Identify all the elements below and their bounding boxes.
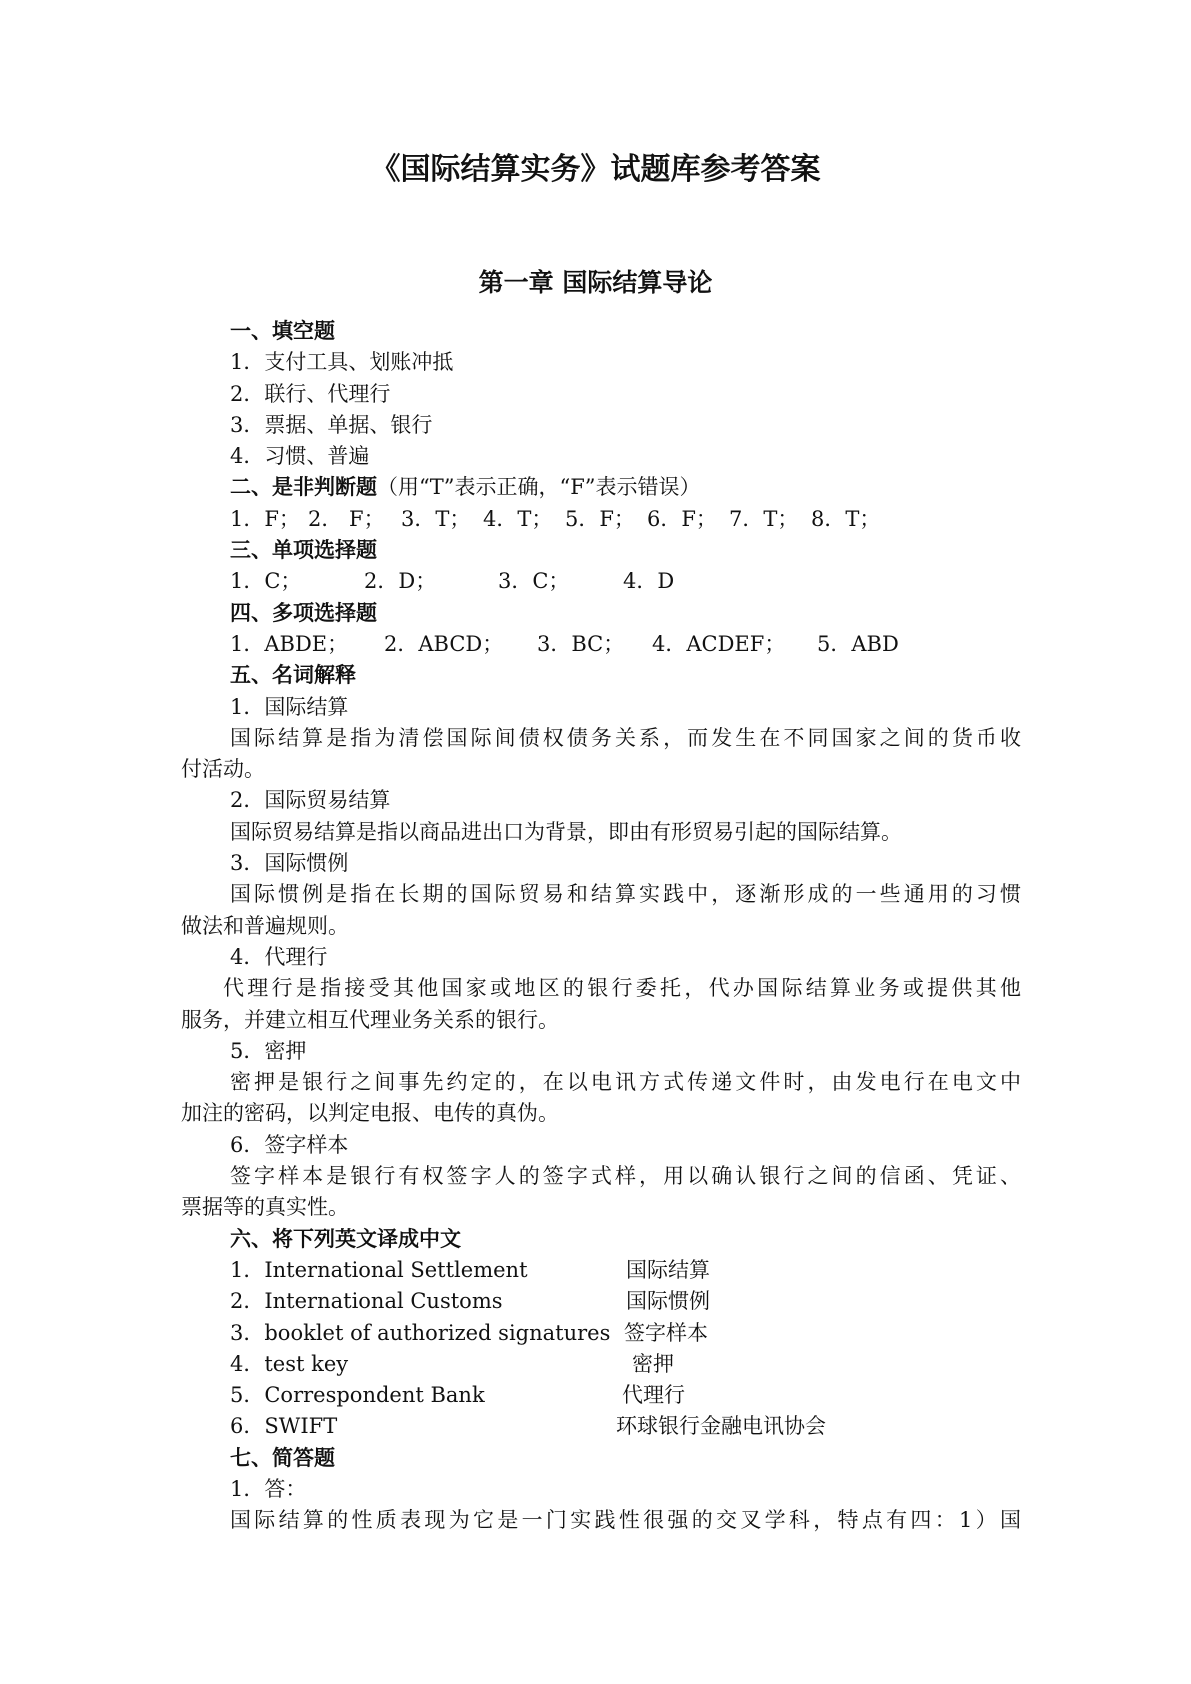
translation-row: [181, 1380, 1021, 1411]
answer-item: 6．F；: [647, 506, 717, 531]
answer-item: 3．BC；: [537, 631, 625, 656]
english-term: 1．International Settlement: [230, 1257, 528, 1282]
multiple-choice-answers: [181, 629, 1021, 660]
answer-item: 4．ACDEF；: [652, 631, 786, 656]
definition-line: 做法和普遍规则。: [181, 913, 349, 938]
answer-line: 4．习惯、普遍: [230, 444, 370, 469]
term-title: 6．签字样本: [230, 1132, 349, 1157]
answer-item: 1．C；: [230, 569, 302, 594]
chinese-term: 国际惯例: [626, 1289, 710, 1314]
answer-item: 4．T；: [483, 506, 553, 531]
section-heading-fill-blank: 一、填空题: [230, 319, 335, 343]
section-heading-multiple-choice: 四、多项选择题: [230, 600, 377, 625]
translation-row: [181, 1318, 1021, 1349]
chinese-term: 环球银行金融电讯协会: [616, 1414, 826, 1439]
term-title: 3．国际惯例: [230, 851, 349, 876]
answer-item: 1．ABDE；: [230, 631, 349, 656]
definition-line: 加注的密码，以判定电报、电传的真伪。: [181, 1101, 559, 1126]
definition-line: 代理行是指接受其他国家或地区的银行委托，代办国际结算业务或提供其他: [223, 976, 1021, 1001]
true-false-answers: [181, 504, 1021, 535]
translation-row: [181, 1286, 1021, 1317]
section-line-true-false: [181, 472, 1021, 503]
answer-item: 3．C；: [498, 569, 570, 594]
translation-row: [181, 1255, 1021, 1286]
translation-row: [181, 1411, 1021, 1442]
definition-line: 票据等的真实性。: [181, 1195, 349, 1220]
definition-line: 国际贸易结算是指以商品进出口为背景，即由有形贸易引起的国际结算。: [230, 819, 902, 844]
definition-line: 国际结算是指为清偿国际间债权债务关系，而发生在不同国家之间的货币收: [230, 725, 1021, 750]
section-heading-translation: 六、将下列英文译成中文: [230, 1226, 461, 1251]
translation-row: [181, 1349, 1021, 1380]
english-term: 5．Correspondent Bank: [230, 1383, 485, 1408]
definition-line: 服务，并建立相互代理业务关系的银行。: [181, 1007, 559, 1032]
document-title: 《国际结算实务》试题库参考答案: [370, 152, 821, 187]
answer-line: 2．联行、代理行: [230, 381, 391, 406]
term-title: 1．国际结算: [230, 694, 349, 719]
answer-label: 1．答：: [230, 1476, 307, 1501]
english-term: 3．booklet of authorized signatures: [230, 1320, 611, 1345]
answer-line: 1．支付工具、划账冲抵: [230, 350, 454, 375]
section-heading-term-definitions: 五、名词解释: [230, 663, 356, 688]
term-title: 5．密押: [230, 1038, 307, 1063]
document-body: [181, 316, 1021, 1537]
definition-line: 付活动。: [181, 757, 265, 782]
answer-item: 2．ABCD；: [384, 631, 504, 656]
answer-item: 1．F；: [230, 506, 300, 531]
answer-line: 3．票据、单据、银行: [230, 412, 433, 437]
answer-item: 8．T；: [811, 506, 881, 531]
english-term: 2．International Customs: [230, 1289, 503, 1314]
english-term: 4．test key: [230, 1351, 349, 1376]
definition-line: 密押是银行之间事先约定的，在以电讯方式传递文件时，由发电行在电文中: [230, 1070, 1021, 1095]
chinese-term: 签字样本: [624, 1320, 708, 1345]
answer-item: 7．T；: [729, 506, 799, 531]
answer-item: 4．D: [623, 569, 675, 594]
section-heading-true-false: 二、是非判断题: [230, 475, 377, 500]
chinese-term: 国际结算: [626, 1257, 710, 1282]
chinese-term: 密押: [632, 1351, 674, 1376]
definition-line: 国际惯例是指在长期的国际贸易和结算实践中，逐渐形成的一些通用的习惯: [230, 882, 1021, 907]
section-heading-single-choice: 三、单项选择题: [230, 538, 377, 563]
answer-item: 5．ABD: [817, 631, 899, 656]
term-title: 2．国际贸易结算: [230, 788, 391, 813]
answer-item: 5．F；: [565, 506, 635, 531]
section-heading-short-answer: 七、简答题: [230, 1445, 335, 1470]
answer-item: 2．D；: [364, 569, 437, 594]
answer-text-line: 国际结算的性质表现为它是一门实践性很强的交叉学科，特点有四：1）国: [230, 1508, 1021, 1533]
answer-item: 3．T；: [401, 506, 471, 531]
chapter-heading: 第一章 国际结算导论: [478, 268, 713, 297]
section-note: （用“T”表示正确，“F”表示错误）: [377, 475, 701, 500]
answer-item: 2． F；: [308, 506, 385, 531]
definition-line: 签字样本是银行有权签字人的签字式样，用以确认银行之间的信函、凭证、: [230, 1164, 1021, 1189]
single-choice-answers: [181, 566, 1021, 597]
english-term: 6．SWIFT: [230, 1414, 338, 1439]
chinese-term: 代理行: [622, 1383, 685, 1408]
term-title: 4．代理行: [230, 944, 328, 969]
